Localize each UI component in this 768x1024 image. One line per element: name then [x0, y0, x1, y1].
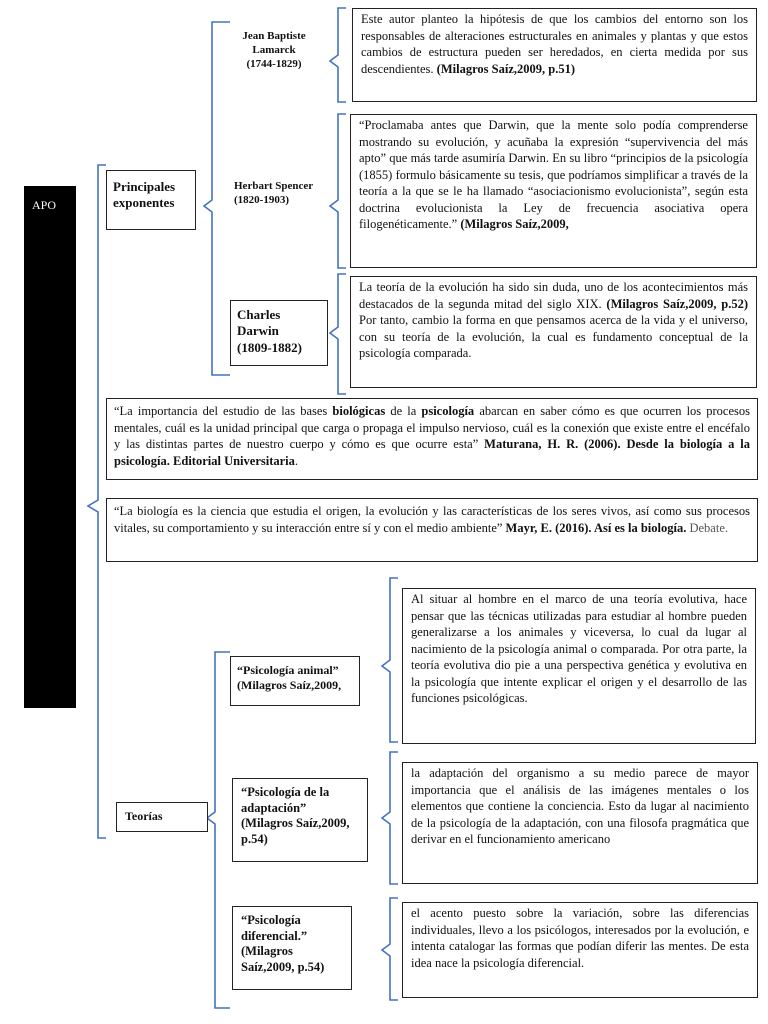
darwin-text-box: La teoría de la evolución ha sido sin duda, uno de los acontecimientos más destacados de la segunda mitad del siglo XIX. (Milagros Saíz,2009, p.52) Por tanto, cambio la forma en que pensamos acerca de la vida y el universo, con su teoría de la evolución, la cual es fundamento conceptual de la psicología comparada.	[350, 276, 757, 388]
principales-label: Principales exponentes	[106, 170, 196, 230]
theory-adaptacion-label: “Psicología de la adaptación” (Milagros Saíz,2009, p.54)	[232, 778, 368, 862]
lamarck-text-box: Este autor planteo la hipótesis de que los cambios del entorno son los responsables de alteraciones estructurales en animales y plantas y que estos cambios de estructura pueden ser heredados, en cierta medida por sus descendientes. (Milagros Saíz,2009, p.51)	[352, 8, 757, 102]
author-darwin	[230, 300, 328, 366]
theory-adaptacion-text: la adaptación del organismo a su medio parece de mayor importancia que el análisis de las imágenes mentales o los elementos que contiene la conciencia. Esto da lugar al nacimiento de la psicología de la adaptación, con una filosofa pragmática que derivar en el funcionamiento americano	[402, 762, 758, 884]
sidebar-title: APO	[32, 198, 57, 212]
spencer-text-box: “Proclamaba antes que Darwin, que la mente solo podía comprenderse mostrando su evolución, y acuñaba la expresión “supervivencia del más apto” que más tarde asumiría Darwin. En su libro “principios de la psicología (1855) formulo básicamente su tesis, que podríamos simplificar a través de la teoría a la que se le ha llamado “asociacionismo evolucionista”, según esta doctrina evolucionista la Ley de frecuencia asociativa opera filogenéticamente.” (Milagros Saíz,2009,	[350, 114, 757, 268]
theory-animal-text: Al situar al hombre en el marco de una teoría evolutiva, hace pensar que las técnicas utilizadas para estudiar al hombre pueden generalizarse a los animales y viceversa, lo cual da lugar al nacimiento de la psicología animal o comparada. Por otra parte, la teoría evolutiva dio pie a una perspectiva genética y evolutiva en la psicología que intente explicar el origen y el desarrollo de las funciones psicológicas.	[402, 588, 756, 744]
lamarck-bracket	[330, 8, 346, 102]
theory-diferencial-label: “Psicología diferencial.” (Milagros Saíz,2009, p.54)	[232, 906, 352, 990]
citation: (Milagros Saíz,2009, p.51)	[436, 61, 575, 76]
diferencial-bracket	[382, 898, 398, 1000]
main-bracket	[88, 165, 106, 838]
spencer-bracket	[330, 114, 346, 268]
author-name: Charles Darwin	[237, 307, 281, 339]
quote-maturana: “La importancia del estudio de las bases biológicas de la psicología abarcan en saber cómo es que ocurren los procesos mentales, cuál es la unidad principal que carga o propaga el impulso nervioso, cuál es la conexión que existe entre el encéfalo y las distintas partes de nuestro cuerpo y cómo es que ocurre esta” Maturana, H. R. (2006). Desde la biología a la psicología. Editorial Universitaria.	[106, 398, 758, 480]
teorias-label: Teorías	[116, 802, 208, 832]
sidebar-title-block	[24, 186, 76, 708]
author-years: (1809-1882)	[237, 339, 302, 355]
theory-diferencial-text: el acento puesto sobre la variación, sobre las diferencias individuales, llevo a los psicólogos, interesados por la evolución, e intenta catalogar las formas que podían diferir las mentes. De esta idea nace la psicología diferencial.	[402, 902, 758, 998]
publisher: Debate.	[689, 520, 728, 535]
author-name: Jean Baptiste Lamarck	[242, 30, 306, 56]
principales-bracket	[204, 22, 230, 375]
adaptacion-bracket	[382, 752, 398, 884]
darwin-bracket	[330, 274, 346, 394]
author-years: (1744-1829)	[246, 57, 302, 70]
animal-bracket	[382, 578, 398, 742]
author-spencer	[230, 176, 322, 236]
citation: Mayr, E. (2016). Así es la biología.	[505, 520, 687, 535]
author-years: (1820-1903)	[234, 193, 289, 206]
quote-mayr: “La biología es la ciencia que estudia el origen, la evolución y las características de los seres vivos, así como sus procesos vitales, su comportamiento y su interacción entre sí y con el medio ambiente” Mayr, E. (2016). Así es la biología. Debate.	[106, 498, 758, 562]
teorias-bracket	[207, 652, 230, 1008]
citation: (Milagros Saíz,2009, p.52)	[606, 296, 748, 311]
author-lamarck	[230, 22, 318, 82]
citation: (Milagros Saíz,2009,	[460, 217, 569, 231]
author-name: Herbart Spencer	[234, 180, 314, 192]
citation: Maturana, H. R. (2006). Desde la biología a la psicología. Editorial Universitaria	[114, 437, 751, 468]
theory-animal-label: “Psicología animal” (Milagros Saíz,2009,	[230, 656, 360, 706]
